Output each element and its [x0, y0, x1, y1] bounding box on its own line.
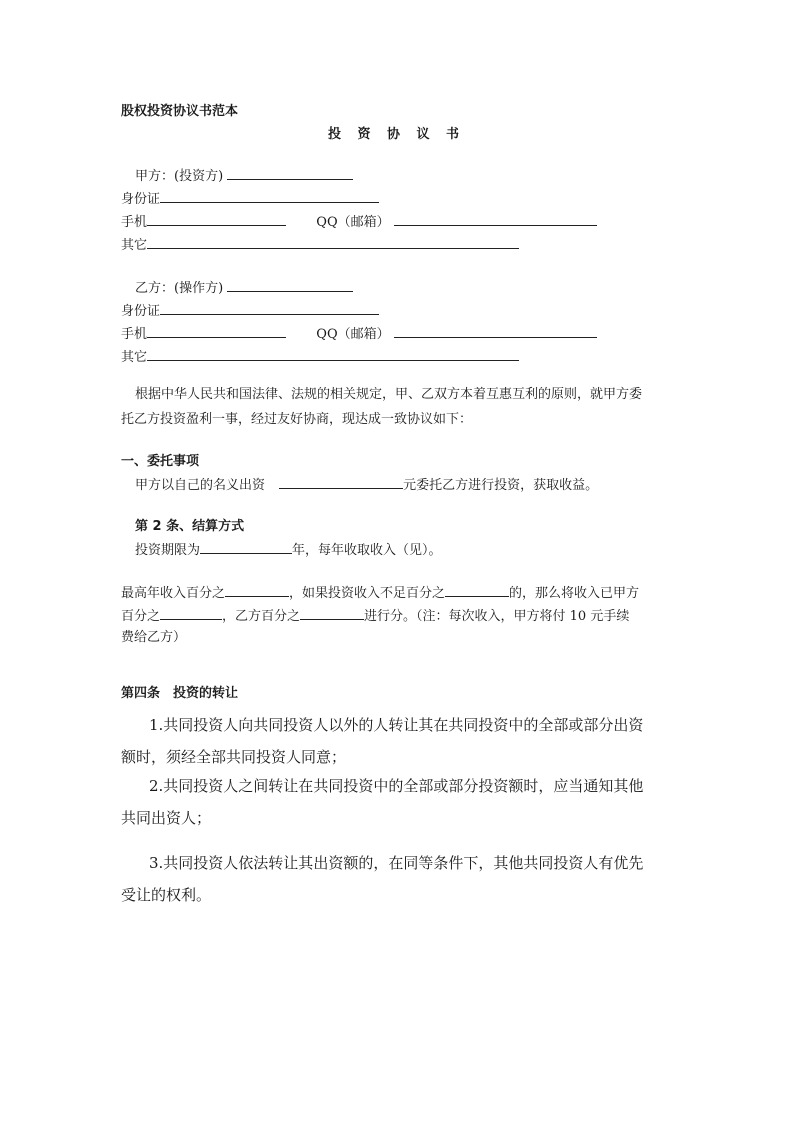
party-a-name-field[interactable] — [227, 166, 353, 180]
clause-1-line-2: 额时，须经全部共同投资人同意； — [121, 748, 347, 766]
clause-3-line-2: 受让的权利。 — [121, 886, 212, 904]
section-1-text-post: 元委托乙方进行投资，获取收益。 — [403, 478, 599, 493]
section-2-text — [135, 540, 442, 560]
party-a-id-label: 身份证 — [121, 192, 161, 207]
intro-line-1: 根据中华人民共和国法律、法规的相关规定，甲、乙双方本着互惠互利的原则，就甲方委 — [135, 387, 643, 402]
agreement-title: 投 资 协 议 书 — [327, 127, 466, 142]
party-b-id-field[interactable] — [160, 301, 379, 315]
profit-text-1c: 的，那么将收入已甲方 — [509, 586, 640, 601]
party-a-label: 甲方：(投资方) — [135, 169, 224, 184]
section-1-text-pre: 甲方以自己的名义出资 — [135, 478, 266, 493]
clause-2-line-2: 共同出资人； — [121, 809, 212, 827]
party-a-line — [135, 166, 353, 186]
party-b-id-label: 身份证 — [121, 304, 161, 319]
party-b-qq-field[interactable] — [394, 324, 597, 338]
transfer-clause-2 — [121, 772, 681, 832]
investment-amount-field[interactable] — [279, 475, 403, 489]
party-b-other-label: 其它 — [121, 350, 148, 365]
clause-2-line-1: 2.共同投资人之间转让在共同投资中的全部或部分投资额时，应当通知其他 — [149, 777, 644, 795]
party-a-share-field[interactable] — [160, 606, 222, 620]
party-b-id-line — [121, 301, 379, 321]
profit-text-2a: 百分之 — [121, 609, 161, 624]
investment-term-field[interactable] — [200, 540, 292, 554]
transfer-clause-1 — [121, 711, 681, 771]
party-a-qq-label: QQ（邮箱） — [316, 215, 390, 230]
profit-line-1 — [121, 583, 639, 603]
party-a-id-field[interactable] — [160, 189, 379, 203]
party-a-other-line — [121, 235, 519, 255]
party-b-other-line — [121, 347, 519, 367]
party-a-phone-label: 手机 — [121, 215, 148, 230]
section-1-text — [135, 475, 598, 495]
section-4-heading: 第四条 投资的转让 — [121, 686, 239, 701]
party-a-contact-line — [121, 212, 597, 232]
section-1-heading: 一、委托事项 — [121, 454, 200, 469]
party-b-qq-label: QQ（邮箱） — [316, 327, 390, 342]
min-income-percent-field[interactable] — [445, 583, 509, 597]
profit-text-2c: 进行分。（注：每次收入，甲方将付 10 元手续 — [364, 609, 630, 624]
profit-line-2 — [121, 606, 629, 626]
party-b-share-field[interactable] — [300, 606, 364, 620]
section-2-text-post: 年，每年收取收入（见）。 — [292, 543, 442, 558]
profit-text-2b: ，乙方百分之 — [222, 609, 301, 624]
profit-text-1a: 最高年收入百分之 — [121, 586, 226, 601]
intro-line-2: 托乙方投资盈利一事，经过友好协商，现达成一致协议如下： — [121, 412, 473, 427]
party-b-phone-field[interactable] — [147, 324, 286, 338]
party-b-name-field[interactable] — [227, 278, 353, 292]
party-a-id-line — [121, 189, 379, 209]
transfer-clause-3 — [121, 849, 681, 909]
document-title: 股权投资协议书范本 — [121, 104, 239, 119]
party-b-contact-line — [121, 324, 597, 344]
section-2-text-pre: 投资期限为 — [135, 543, 201, 558]
party-b-other-field[interactable] — [147, 347, 519, 361]
max-income-percent-field[interactable] — [225, 583, 289, 597]
party-a-qq-field[interactable] — [394, 212, 597, 226]
clause-3-line-1: 3.共同投资人依法转让其出资额的，在同等条件下，其他共同投资人有优先 — [149, 854, 644, 872]
party-a-phone-field[interactable] — [147, 212, 286, 226]
party-a-other-label: 其它 — [121, 238, 148, 253]
profit-line-3: 费给乙方） — [121, 630, 187, 645]
party-a-other-field[interactable] — [147, 235, 519, 249]
section-2-heading: 第 2 条、结算方式 — [135, 519, 245, 534]
party-b-phone-label: 手机 — [121, 327, 148, 342]
party-b-label: 乙方：(操作方) — [135, 281, 224, 296]
profit-text-1b: ，如果投资收入不足百分之 — [289, 586, 446, 601]
clause-1-line-1: 1.共同投资人向共同投资人以外的人转让其在共同投资中的全部或部分出资 — [149, 716, 644, 734]
party-b-line — [135, 278, 353, 298]
